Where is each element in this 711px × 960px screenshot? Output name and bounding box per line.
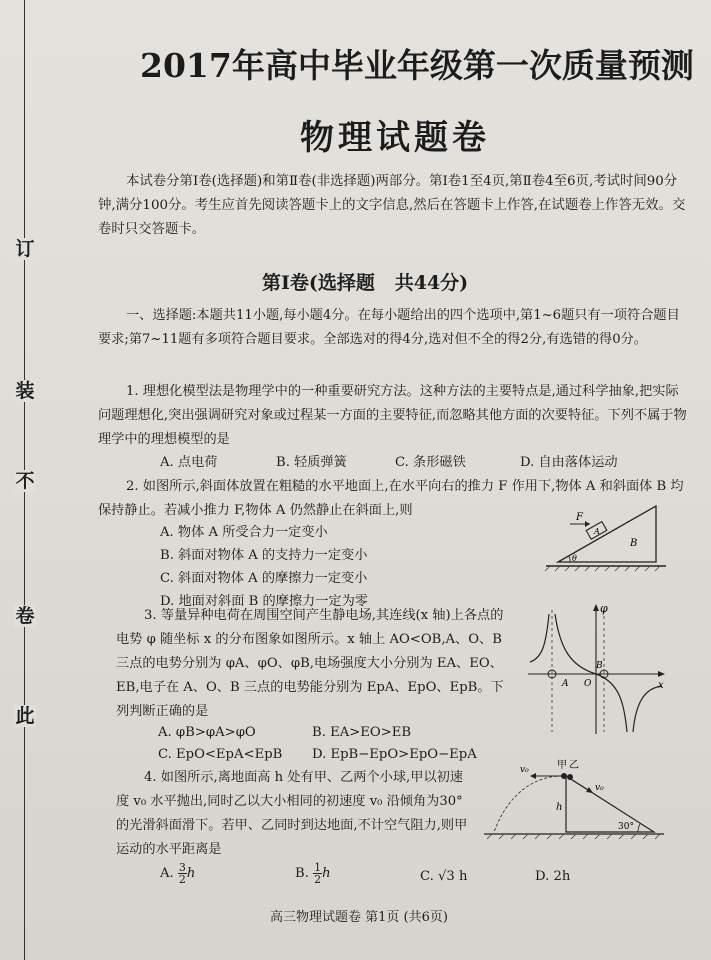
q4-option-c: C. √3 h — [420, 869, 468, 884]
binding-char: 卷 — [15, 605, 35, 627]
q2-option-a: A. 物体 A 所受合力一定变小 — [160, 525, 328, 540]
q3-label-a: A — [562, 679, 569, 689]
section-instructions: 一、选择题:本题共11小题,每小题4分。在每小题给出的四个选项中,第1~6题只有一项符合题目要求;第7~11题有多项符合题目要求。全部选对的得4分,选对但不全的得2分,有选错的得0分。 — [98, 308, 680, 347]
q2-label-block: A — [594, 527, 600, 536]
q4-label-v-right: v₀ — [595, 783, 604, 793]
q4-option-b-fraction — [313, 862, 322, 885]
q4-option-a-denominator: 2 — [178, 873, 186, 886]
exam-intro: 本试卷分第Ⅰ卷(选择题)和第Ⅱ卷(非选择题)两部分。第Ⅰ卷1至4页,第Ⅱ卷4至6页,考试时间90分钟,满分100分。考生应首先阅读答题卡上的文字信息,然后在答题卡上作答,在试题卷上作答无效。交卷时只交答题卡。 — [98, 174, 686, 237]
binding-char: 订 — [15, 238, 35, 260]
question-2-stem: 2. 如图所示,斜面体放置在粗糙的水平地面上,在水平向右的推力 F 作用下,物体 A 和斜面体 B 均保持静止。若减小推力 F,物体 A 仍然静止在斜面上,则 — [98, 479, 684, 518]
q4-option-a-suffix: h — [186, 866, 196, 881]
exam-title: 2017年高中毕业年级第一次质量预测 — [140, 46, 694, 85]
q4-label-v-left: v₀ — [520, 765, 529, 775]
q4-option-a-numerator: 3 — [178, 861, 186, 874]
page-footer: 高三物理试题卷 第1页 (共6页) — [270, 910, 448, 925]
binding-char: 不 — [15, 470, 35, 492]
q4-option-b-numerator: 1 — [314, 861, 322, 874]
q4-option-a-prefix: A. — [160, 866, 174, 881]
binding-strip — [0, 0, 50, 960]
q4-option-a-fraction — [178, 862, 187, 885]
binding-char: 此 — [15, 705, 35, 727]
question-1-stem: 1. 理想化模型法是物理学中的一种重要研究方法。这种方法的主要特点是,通过科学抽象,把实际问题理想化,突出强调研究对象或过程某一方面的主要特征,而忽略其他方面的次要特征。下列不属于物理学中的理想模型的是 — [98, 384, 687, 447]
q1-option-d: D. 自由落体运动 — [520, 455, 618, 470]
q4-option-b-suffix: h — [322, 866, 331, 881]
q3-option-c: C. EpO<EpA<EpB — [158, 747, 283, 762]
q2-label-angle: θ — [572, 554, 577, 563]
q3-potential-graph — [522, 600, 672, 740]
q2-option-b: B. 斜面对物体 A 的支持力一定变小 — [160, 548, 368, 563]
q2-incline-figure — [540, 500, 670, 572]
q4-option-b-prefix: B. — [295, 866, 309, 881]
section-title: 第Ⅰ卷(选择题 共44分) — [262, 272, 469, 294]
q2-label-wedge: B — [630, 538, 638, 549]
q3-option-d: D. EpB−EpO>EpO−EpA — [312, 747, 477, 762]
q1-option-a: A. 点电荷 — [160, 455, 218, 470]
q4-option-b-denominator: 2 — [314, 873, 322, 886]
q4-option-d: D. 2h — [535, 869, 571, 884]
q3-label-x: x — [658, 680, 664, 691]
q4-projectile-figure — [478, 758, 668, 846]
q3-label-phi: φ — [600, 602, 608, 615]
q2-option-d: D. 地面对斜面 B 的摩擦力一定为零 — [160, 594, 368, 609]
q4-label-ball1: 甲 — [557, 760, 567, 771]
q4-label-h: h — [556, 802, 563, 813]
q3-option-b: B. EA>EO>EB — [312, 725, 412, 740]
q1-option-c: C. 条形磁铁 — [395, 455, 466, 470]
q4-option-a — [160, 862, 195, 885]
exam-subtitle: 物理试题卷 — [300, 118, 490, 158]
q4-label-ball2: 乙 — [569, 760, 579, 771]
q2-option-c: C. 斜面对物体 A 的摩擦力一定变小 — [160, 571, 368, 586]
q4-label-angle: 30° — [618, 822, 634, 832]
q1-option-b: B. 轻质弹簧 — [276, 455, 347, 470]
q3-option-a: A. φB>φA>φO — [158, 725, 256, 740]
question-3-stem: 3. 等量异种电荷在周围空间产生静电场,其连线(x 轴)上各点的电势 φ 随坐标 x 的分布图象如图所示。x 轴上 AO<OB,A、O、B 三点的电势分别为 φA、φO、φB,电场强度大小分别为 EA、EO、EB,电子在 A、O、B 三点的电势能分别为 EpA、EpO、EpB。下列判断正确的是 — [116, 608, 504, 719]
binding-char: 装 — [15, 380, 35, 402]
q3-label-b: B — [596, 661, 603, 671]
question-4-stem: 4. 如图所示,离地面高 h 处有甲、乙两个小球,甲以初速度 v₀ 水平抛出,同时乙以大小相同的初速度 v₀ 沿倾角为30°的光滑斜面滑下。若甲、乙同时到达地面,不计空气阻力,则甲运动的水平距离是 — [116, 770, 468, 857]
q4-option-b — [295, 862, 331, 885]
q2-label-force: F — [576, 512, 583, 523]
q3-label-o: O — [584, 679, 592, 689]
